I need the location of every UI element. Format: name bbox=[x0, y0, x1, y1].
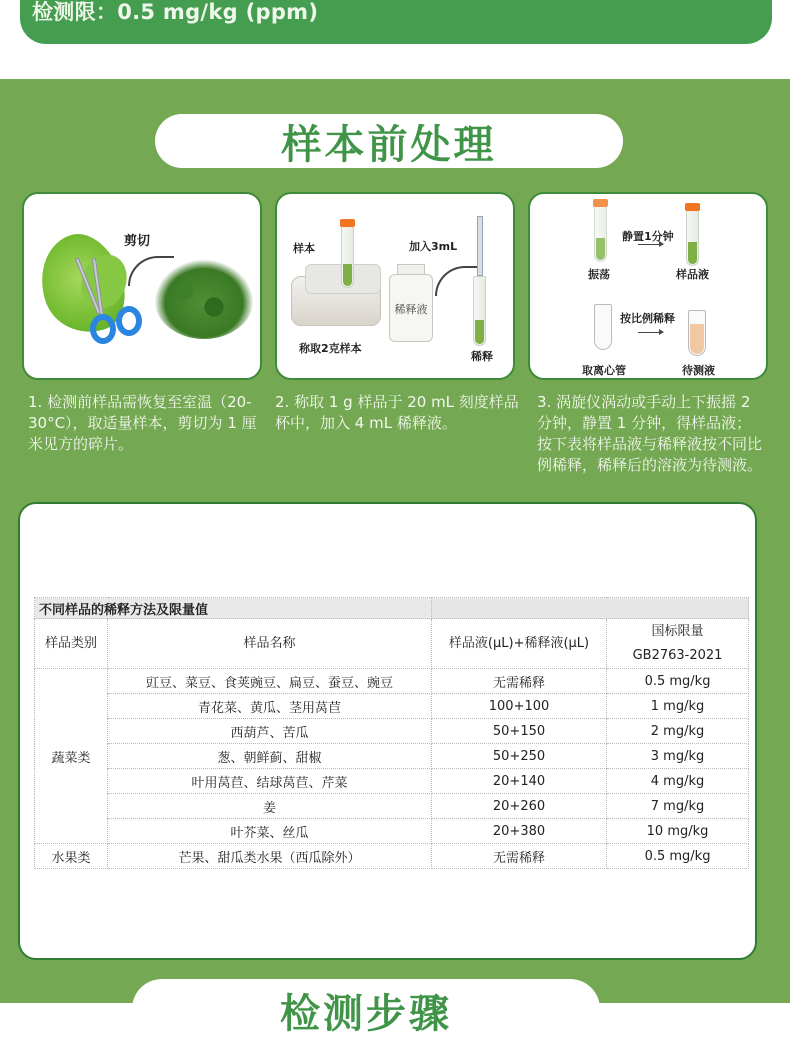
header-name: 样品名称 bbox=[108, 619, 432, 669]
centrifuge-tube-icon bbox=[594, 304, 612, 350]
limit-cell: 2 mg/kg bbox=[607, 719, 749, 744]
table-caption-blank bbox=[432, 598, 749, 619]
ratio-cell: 50+250 bbox=[432, 744, 607, 769]
diluent-bottle-icon bbox=[389, 274, 433, 342]
add-3ml-label: 加入3mL bbox=[409, 240, 458, 253]
sample-tube-icon bbox=[473, 276, 486, 346]
limit-cell: 7 mg/kg bbox=[607, 794, 749, 819]
table-caption bbox=[35, 598, 432, 619]
step-2-image-card bbox=[275, 192, 515, 380]
table-header-row bbox=[35, 619, 749, 669]
name-cell: 叶芥菜、丝瓜 bbox=[108, 819, 432, 844]
dilution-limits-table bbox=[34, 597, 749, 869]
table-row bbox=[35, 719, 749, 744]
arrow-right-icon bbox=[638, 244, 662, 245]
category-cell: 水果类 bbox=[35, 844, 108, 869]
ratio-cell: 无需稀释 bbox=[432, 669, 607, 694]
name-cell: 姜 bbox=[108, 794, 432, 819]
sample-tube-icon bbox=[341, 226, 354, 288]
name-cell: 豇豆、菜豆、食荚豌豆、扁豆、蚕豆、豌豆 bbox=[108, 669, 432, 694]
table-row bbox=[35, 669, 749, 694]
detection-limit-banner bbox=[20, 0, 772, 44]
bottle-label: 稀释液 bbox=[394, 303, 428, 316]
ratio-cell: 20+380 bbox=[432, 819, 607, 844]
step-1-description: 1. 检测前样品需恢复至室温（20-30°C），取适量样本，剪切为 1 厘米见方的碎片。 bbox=[28, 393, 257, 453]
table-row bbox=[35, 744, 749, 769]
sample-tube-icon bbox=[686, 210, 699, 266]
take-centrifuge-tube-label: 取离心管 bbox=[582, 364, 626, 377]
dilute-label: 稀释 bbox=[471, 350, 493, 363]
limit-cell: 3 mg/kg bbox=[607, 744, 749, 769]
arrow-right-icon bbox=[638, 332, 662, 333]
cut-label: 剪切 bbox=[124, 234, 151, 249]
section-title-pill bbox=[155, 114, 623, 168]
header-limit bbox=[607, 619, 749, 669]
name-cell: 芒果、甜瓜类水果（西瓜除外） bbox=[108, 844, 432, 869]
limit-cell: 4 mg/kg bbox=[607, 769, 749, 794]
limit-cell: 0.5 mg/kg bbox=[607, 844, 749, 869]
detection-limit-text: 检测限：0.5 mg/kg (ppm) bbox=[32, 0, 319, 24]
table-row bbox=[35, 794, 749, 819]
scissors-handle-icon bbox=[116, 306, 142, 336]
sample-label: 样本 bbox=[293, 242, 315, 255]
section-title: 样本前处理 bbox=[281, 121, 497, 168]
scissors-handle-icon bbox=[90, 314, 116, 344]
test-solution-tube-icon bbox=[688, 310, 706, 356]
table-row bbox=[35, 694, 749, 719]
table-row bbox=[35, 769, 749, 794]
step-1-image-card bbox=[22, 192, 262, 380]
limit-cell: 0.5 mg/kg bbox=[607, 669, 749, 694]
name-cell: 叶用莴苣、结球莴苣、芹菜 bbox=[108, 769, 432, 794]
chopped-leaves-icon bbox=[154, 259, 254, 339]
step-3-description: 3. 涡旋仪涡动或手动上下振摇 2 分钟，静置 1 分钟，得样品液；按下表将样品液与稀释液按不同比例稀释，稀释后的溶液为待测液。 bbox=[537, 393, 763, 474]
table-row bbox=[35, 819, 749, 844]
ratio-cell: 20+140 bbox=[432, 769, 607, 794]
header-limit-line2: GB2763-2021 bbox=[632, 647, 723, 663]
detection-steps-title: 检测步骤 bbox=[280, 991, 452, 1037]
detection-steps-title-pill bbox=[132, 979, 600, 1039]
limit-cell: 10 mg/kg bbox=[607, 819, 749, 844]
rest-1min-label: 静置1分钟 bbox=[622, 230, 674, 243]
sample-solution-label: 样品液 bbox=[676, 268, 709, 281]
step-3-image-card bbox=[528, 192, 768, 380]
name-cell: 青花菜、黄瓜、茎用莴苣 bbox=[108, 694, 432, 719]
table-row bbox=[35, 844, 749, 869]
step-2-description: 2. 称取 1 g 样品于 20 mL 刻度样品杯中，加入 4 mL 稀释液。 bbox=[275, 393, 519, 432]
pipette-icon bbox=[477, 216, 483, 276]
name-cell: 西葫芦、苦瓜 bbox=[108, 719, 432, 744]
shake-label: 振荡 bbox=[588, 268, 610, 281]
dilute-by-ratio-label: 按比例稀释 bbox=[620, 312, 675, 325]
ratio-cell: 100+100 bbox=[432, 694, 607, 719]
category-cell: 蔬菜类 bbox=[35, 669, 108, 844]
header-ratio: 样品液(μL)+稀释液(μL) bbox=[432, 619, 607, 669]
shaking-tube-icon bbox=[594, 206, 607, 262]
weigh-2g-label: 称取2克样本 bbox=[299, 342, 362, 355]
dilution-table-card bbox=[18, 502, 757, 960]
name-cell: 葱、朝鲜蓟、甜椒 bbox=[108, 744, 432, 769]
header-limit-line1: 国标限量 bbox=[651, 623, 704, 639]
table-caption-row bbox=[35, 598, 749, 619]
table-caption-text: 不同样品的稀释方法及限量值 bbox=[39, 602, 209, 618]
header-category: 样品类别 bbox=[35, 619, 108, 669]
ratio-cell: 50+150 bbox=[432, 719, 607, 744]
ratio-cell: 无需稀释 bbox=[432, 844, 607, 869]
limit-cell: 1 mg/kg bbox=[607, 694, 749, 719]
ratio-cell: 20+260 bbox=[432, 794, 607, 819]
test-solution-label: 待测液 bbox=[682, 364, 715, 377]
